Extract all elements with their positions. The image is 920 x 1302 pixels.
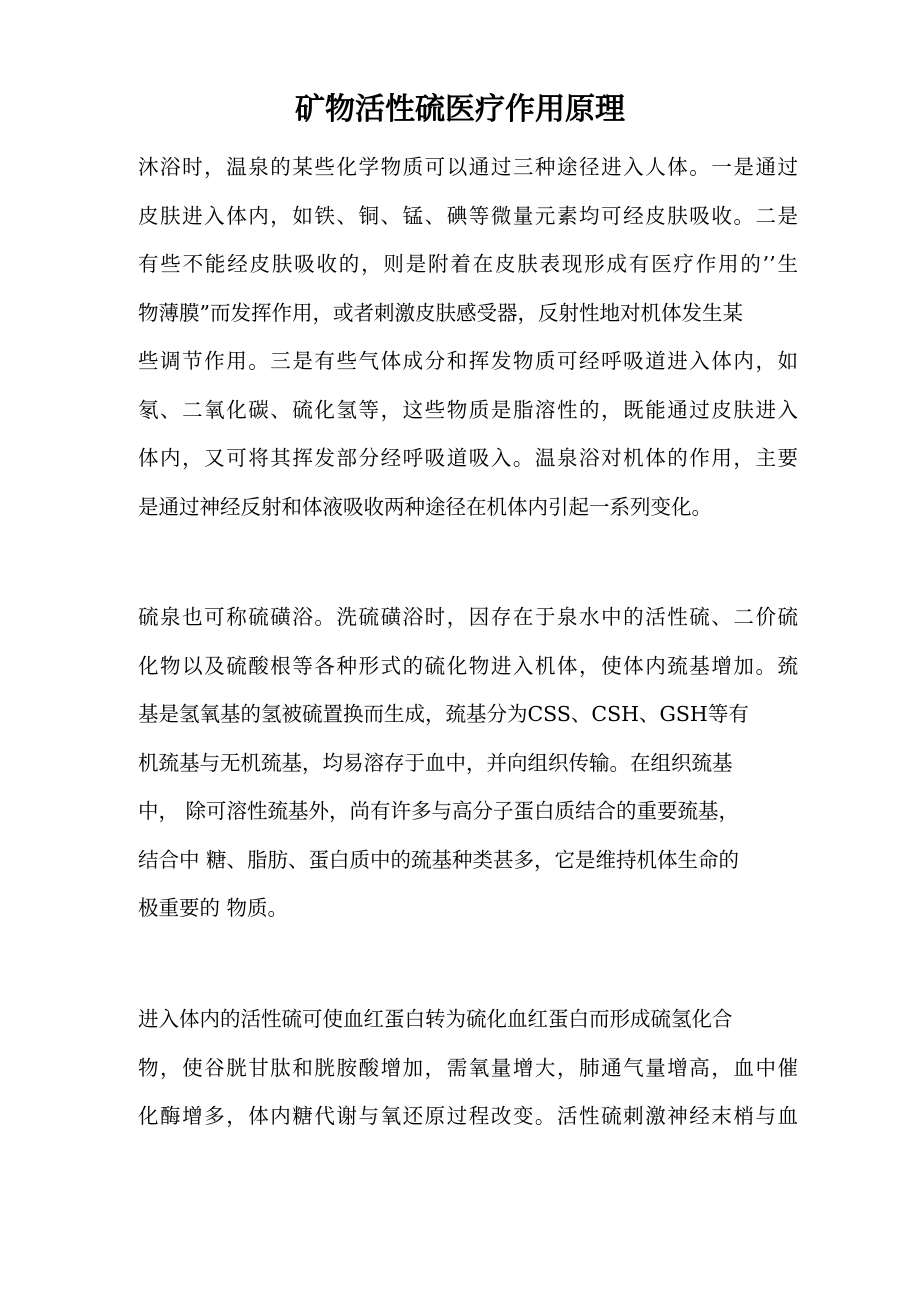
paragraph-line: 基是氢氧基的氢被硫置换而生成，巯基分为CSS、CSH、GSH等有	[138, 702, 749, 726]
paragraph-line: 化物以及硫酸根等各种形式的硫化物进入机体，使体内巯基增加。巯	[138, 653, 798, 678]
paragraph-line: 皮肤进入体内，如铁、铜、锰、碘等微量元素均可经皮肤吸收。二是	[138, 203, 798, 228]
paragraph-2	[138, 593, 798, 933]
paragraph-line: 些调节作用。三是有些气体成分和挥发物质可经呼吸道进入体内，如	[138, 349, 798, 373]
paragraph-line: 有些不能经皮肤吸收的，则是附着在皮肤表现形成有医疗作用的’’生	[138, 252, 798, 276]
paragraph-line: 中， 除可溶性巯基外，尚有许多与高分子蛋白质结合的重要巯基，	[138, 799, 740, 823]
paragraph-3	[138, 995, 798, 1141]
paragraph-line: 机巯基与无机巯基，均易溶存于血中，并向组织传输。在组织巯基	[138, 750, 733, 775]
paragraph-line: 物，使谷胱甘肽和胱胺酸增加，需氧量增大，肺通气量增高，血中催	[138, 1055, 798, 1080]
document-title: 矿物活性硫医疗作用原理	[295, 92, 625, 127]
paragraph-line: 硫泉也可称硫磺浴。洗硫磺浴时，因存在于泉水中的活性硫、二价硫	[138, 605, 798, 629]
paragraph-line: 是通过神经反射和体液吸收两种途径在机体内引起一系列变化。	[138, 494, 712, 519]
paragraph-line: 氡、二氧化碳、硫化氢等，这些物质是脂溶性的，既能通过皮肤进入	[138, 397, 798, 422]
paragraph-line: 极重要的 物质。	[138, 896, 289, 920]
paragraph-line: 物薄膜”而发挥作用，或者刺激皮肤感受器，反射性地对机体发生某	[138, 300, 743, 325]
paragraph-1	[138, 143, 798, 531]
paragraph-line: 体内，又可将其挥发部分经呼吸道吸入。温泉浴对机体的作用，主要	[138, 446, 798, 470]
paragraph-line: 结合中 糖、脂肪、蛋白质中的巯基种类甚多，它是维持机体生命的	[138, 847, 740, 872]
paragraph-line: 化酶增多，体内糖代谢与氧还原过程改变。活性硫刺激神经末梢与血	[138, 1104, 798, 1128]
paragraph-line: 进入体内的活性硫可使血红蛋白转为硫化血红蛋白而形成硫氢化合	[138, 1007, 733, 1031]
paragraph-line: 沐浴时，温泉的某些化学物质可以通过三种途径进入人体。一是通过	[138, 155, 798, 179]
